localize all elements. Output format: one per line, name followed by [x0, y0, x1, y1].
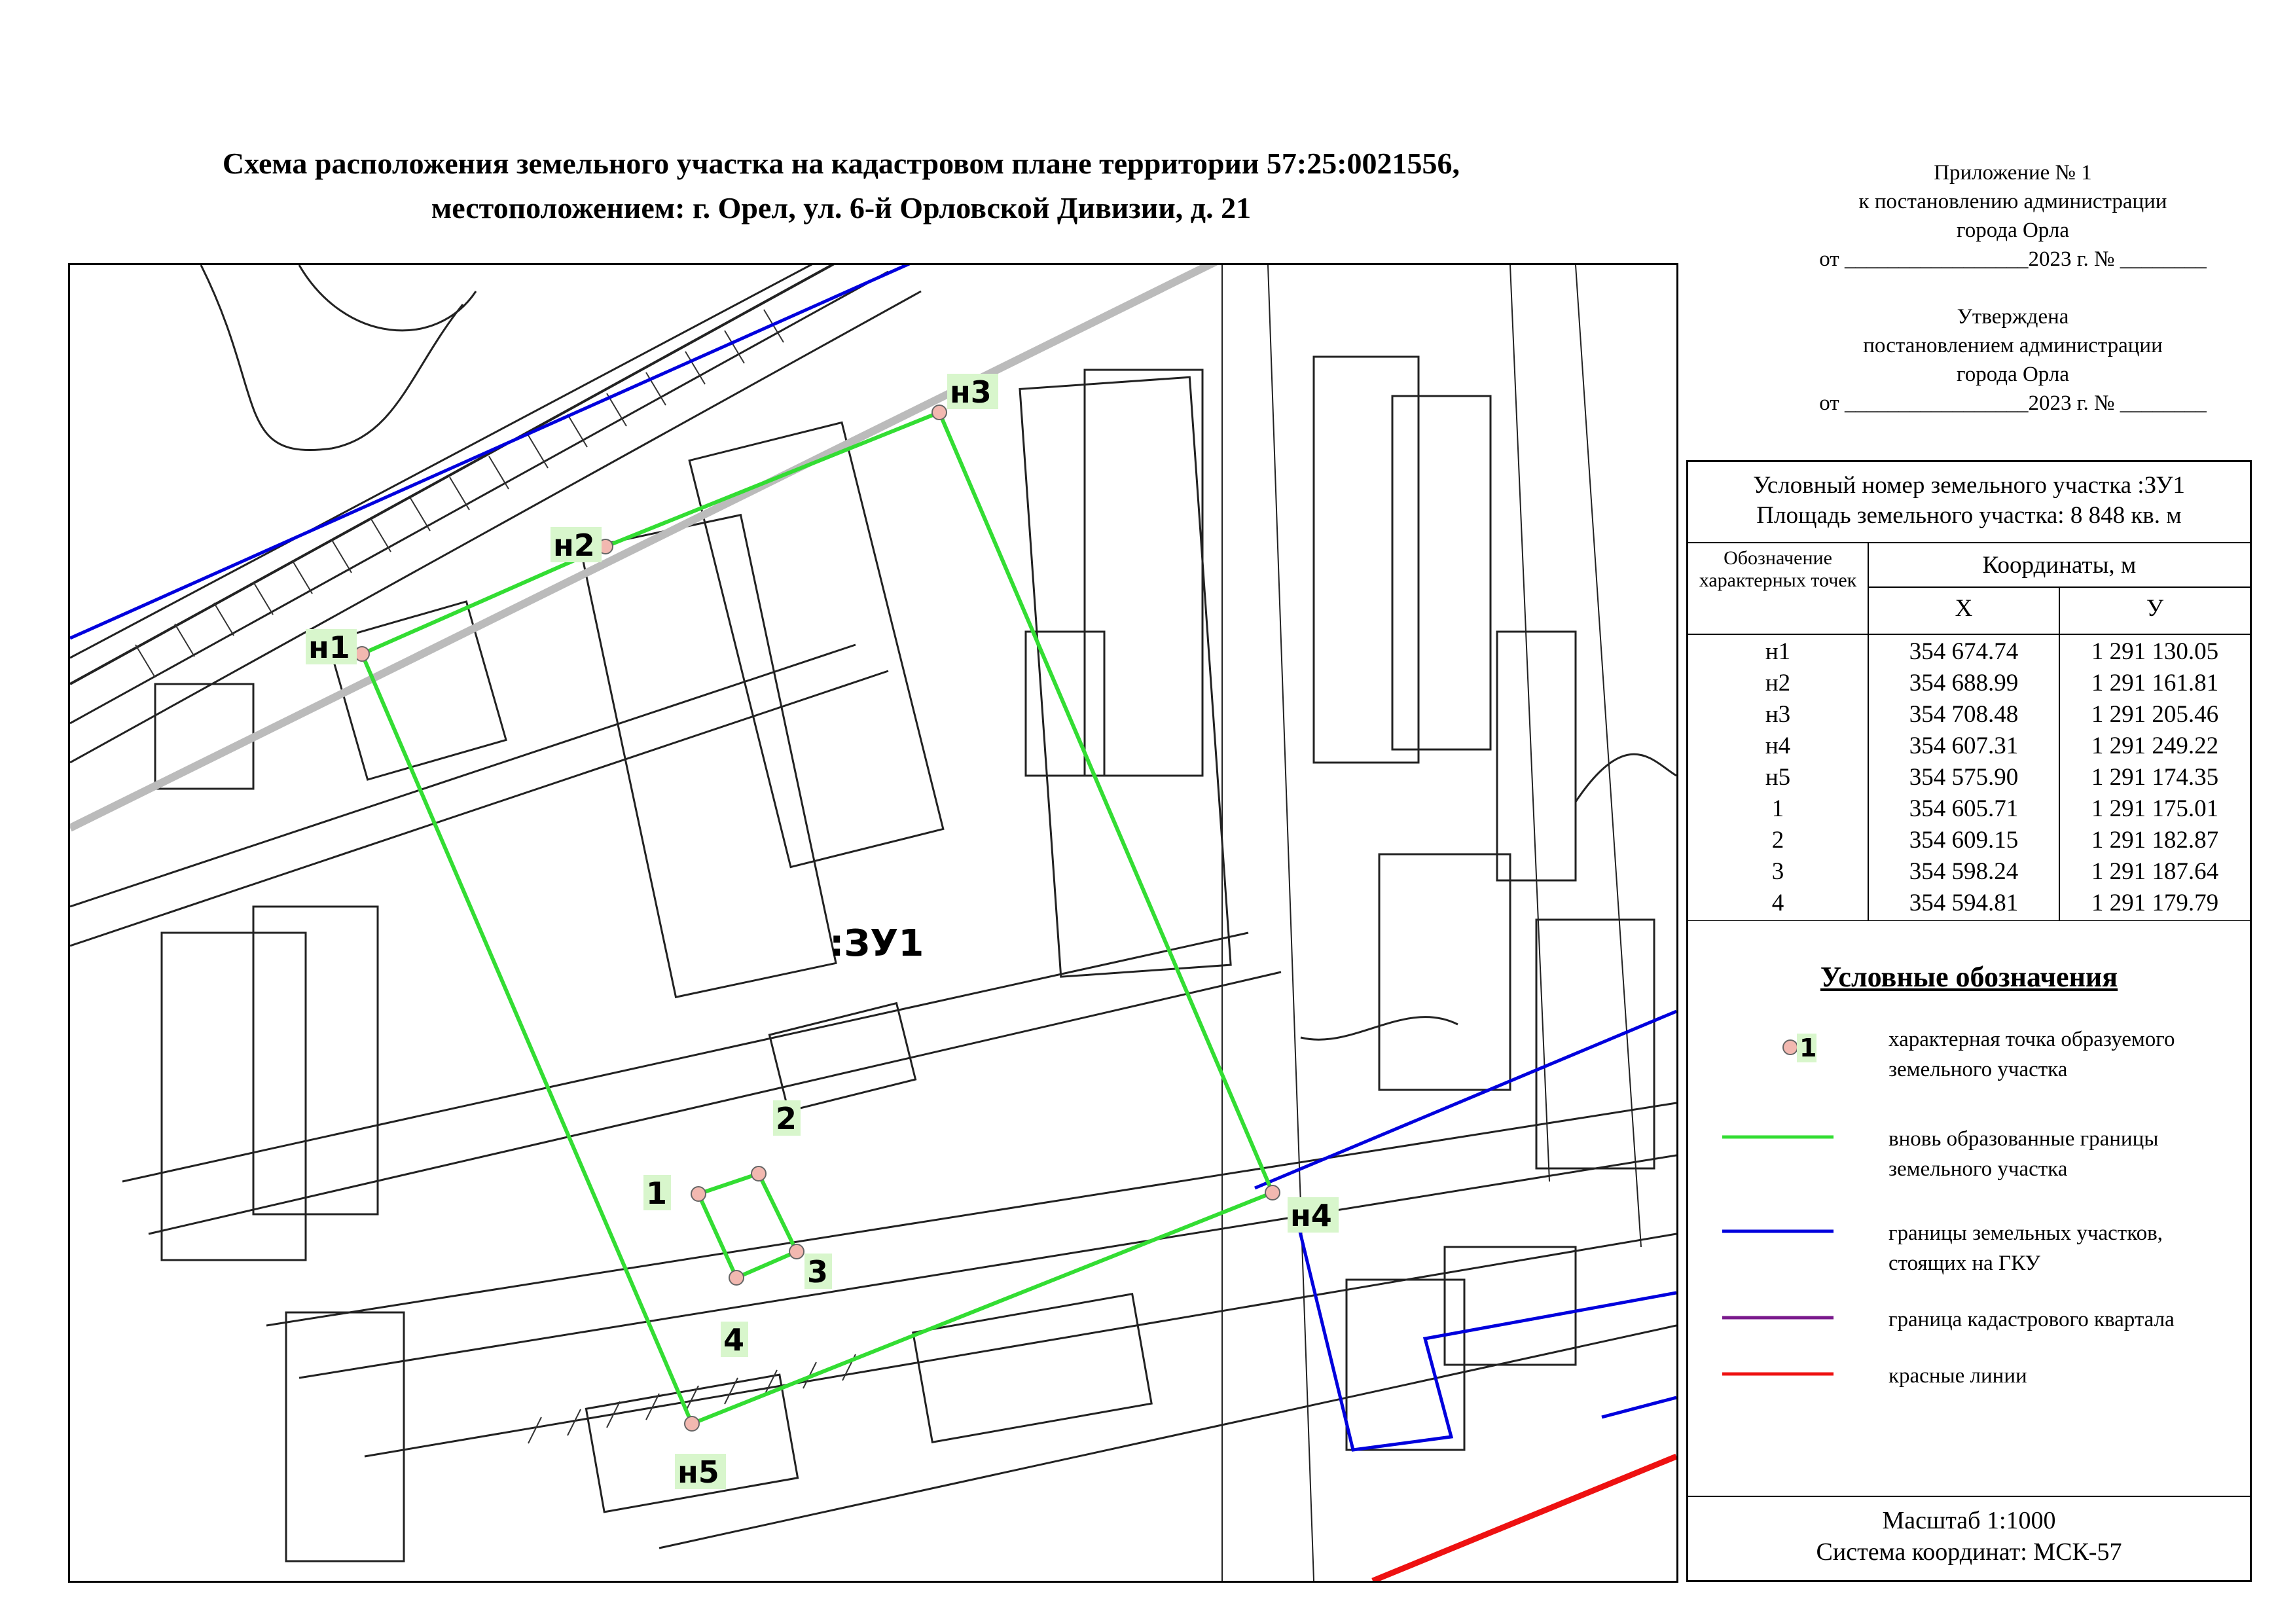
table-cell-y: 1 291 249.22: [2091, 732, 2219, 759]
grey-road-line: [70, 265, 1222, 828]
coordinates-table: [1686, 460, 2252, 922]
header-x: Х: [1955, 595, 1973, 622]
coordinate-system-text: Система координат: МСК-57: [1816, 1538, 2122, 1566]
point-label: 1: [646, 1176, 668, 1211]
header-coordinates: Координаты, м: [1982, 552, 2137, 579]
table-cell-point: 2: [1771, 827, 1784, 854]
legend-point-icon: [1722, 1024, 1834, 1070]
point-label: 3: [807, 1254, 829, 1290]
table-cell-point: 4: [1771, 890, 1784, 916]
table-cell-point: н4: [1765, 732, 1791, 759]
table-cell-y: 1 291 161.81: [2091, 670, 2219, 696]
table-row: [1688, 823, 2250, 857]
table-cell-y: 1 291 175.01: [2091, 795, 2219, 822]
legend-red-line-icon: [1722, 1361, 1834, 1407]
table-row: [1688, 761, 2250, 795]
map-title-line-2: местоположением: г. Орел, ул. 6-й Орловской Дивизии, д. 21: [431, 191, 1252, 225]
legend: [1686, 921, 2252, 1498]
table-row: [1688, 792, 2250, 826]
table-row: [1688, 886, 2250, 920]
plot-conditional-number: Условный номер земельного участка :ЗУ1: [1753, 472, 2185, 499]
table-row: [1688, 635, 2250, 669]
legend-item-new-boundary: [1688, 1124, 2250, 1189]
table-cell-x: 354 688.99: [1909, 670, 2019, 696]
plot-label: :ЗУ1: [829, 922, 924, 965]
legend-point-number: 1: [1799, 1034, 1817, 1062]
appendix-city: города Орла: [1957, 219, 2069, 242]
table-cell-x: 354 594.81: [1909, 890, 2019, 916]
legend-green-line-icon: [1722, 1124, 1834, 1170]
table-cell-x: 354 674.74: [1909, 638, 2019, 665]
legend-title: Условные обозначения: [1820, 961, 2118, 993]
appendix-reference: к постановлению администрации: [1858, 190, 2167, 213]
table-row: [1688, 855, 2250, 889]
point-label: н3: [950, 374, 992, 410]
point-label: н5: [678, 1454, 719, 1490]
legend-red-lines-text: красные линии: [1888, 1364, 2027, 1388]
table-cell-y: 1 291 187.64: [2091, 858, 2219, 885]
legend-point-text: характерная точка образуемого земельного участка: [1888, 1028, 2175, 1081]
table-cell-x: 354 598.24: [1909, 858, 2019, 885]
legend-item-quarter: [1688, 1305, 2250, 1370]
point-marker-4: [729, 1271, 744, 1285]
approved-reference: постановлением администрации: [1863, 334, 2163, 357]
table-row: [1688, 698, 2250, 732]
table-cell-y: 1 291 205.46: [2091, 701, 2219, 728]
cadastral-map[interactable]: [68, 263, 1678, 1583]
legend-registered-text: границы земельных участков, стоящих на ГКУ: [1888, 1221, 2163, 1275]
table-cell-x: 354 605.71: [1909, 795, 2019, 822]
point-label: н4: [1290, 1198, 1332, 1233]
appendix-number: Приложение № 1: [1934, 161, 2092, 185]
table-cell-point: н2: [1765, 670, 1791, 696]
plot-area: Площадь земельного участка: 8 848 кв. м: [1756, 502, 2182, 529]
point-marker-2: [751, 1166, 766, 1181]
point-marker-н3: [932, 405, 947, 420]
legend-item-point: [1688, 1024, 2250, 1090]
table-cell-y: 1 291 130.05: [2091, 638, 2219, 665]
legend-purple-line-icon: [1722, 1305, 1834, 1350]
point-marker-н1: [355, 647, 369, 661]
point-marker-1: [691, 1187, 706, 1201]
red-lines: [1373, 1456, 1676, 1581]
table-cell-x: 354 708.48: [1909, 701, 2019, 728]
appendix-date: от _________________2023 г. № ________: [1819, 247, 2207, 271]
scale-text: Масштаб 1:1000: [1882, 1507, 2056, 1534]
table-cell-x: 354 609.15: [1909, 827, 2019, 854]
table-cell-y: 1 291 179.79: [2091, 890, 2219, 916]
legend-item-red-lines: [1688, 1361, 2250, 1426]
table-cell-x: 354 607.31: [1909, 732, 2019, 759]
legend-item-registered: [1688, 1218, 2250, 1284]
header-points: Обозначение характерных точек: [1699, 547, 1857, 591]
approved-city: города Орла: [1957, 363, 2069, 386]
point-marker-3: [789, 1244, 804, 1259]
point-label: 4: [723, 1322, 745, 1358]
point-marker-н4: [1265, 1185, 1280, 1200]
scale-box: [1686, 1496, 2252, 1582]
legend-quarter-text: граница кадастрового квартала: [1888, 1308, 2175, 1331]
legend-blue-line-icon: [1722, 1218, 1834, 1264]
table-cell-y: 1 291 174.35: [2091, 764, 2219, 791]
approved-date: от _________________2023 г. № ________: [1819, 391, 2207, 415]
map-canvas: [70, 265, 1676, 1581]
point-marker-н5: [685, 1416, 699, 1431]
registered-boundaries: [70, 265, 1676, 1450]
table-row: [1688, 729, 2250, 763]
table-cell-y: 1 291 182.87: [2091, 827, 2219, 854]
table-cell-point: 1: [1771, 795, 1784, 822]
legend-new-boundary-text: вновь образованные границы земельного участка: [1888, 1127, 2159, 1181]
point-label: н1: [308, 630, 350, 665]
approved-label: Утверждена: [1957, 305, 2069, 329]
point-labels: [306, 374, 1339, 1490]
table-cell-x: 354 575.90: [1909, 764, 2019, 791]
table-cell-point: н1: [1765, 638, 1791, 665]
table-cell-point: н5: [1765, 764, 1791, 791]
table-cell-point: н3: [1765, 701, 1791, 728]
point-label: н2: [553, 528, 595, 563]
table-row: [1688, 666, 2250, 700]
map-title-line-1: Схема расположения земельного участка на кадастровом плане территории 57:25:0021556,: [222, 147, 1460, 180]
header-y: У: [2146, 595, 2164, 622]
table-cell-point: 3: [1771, 858, 1784, 885]
point-label: 2: [776, 1101, 797, 1136]
